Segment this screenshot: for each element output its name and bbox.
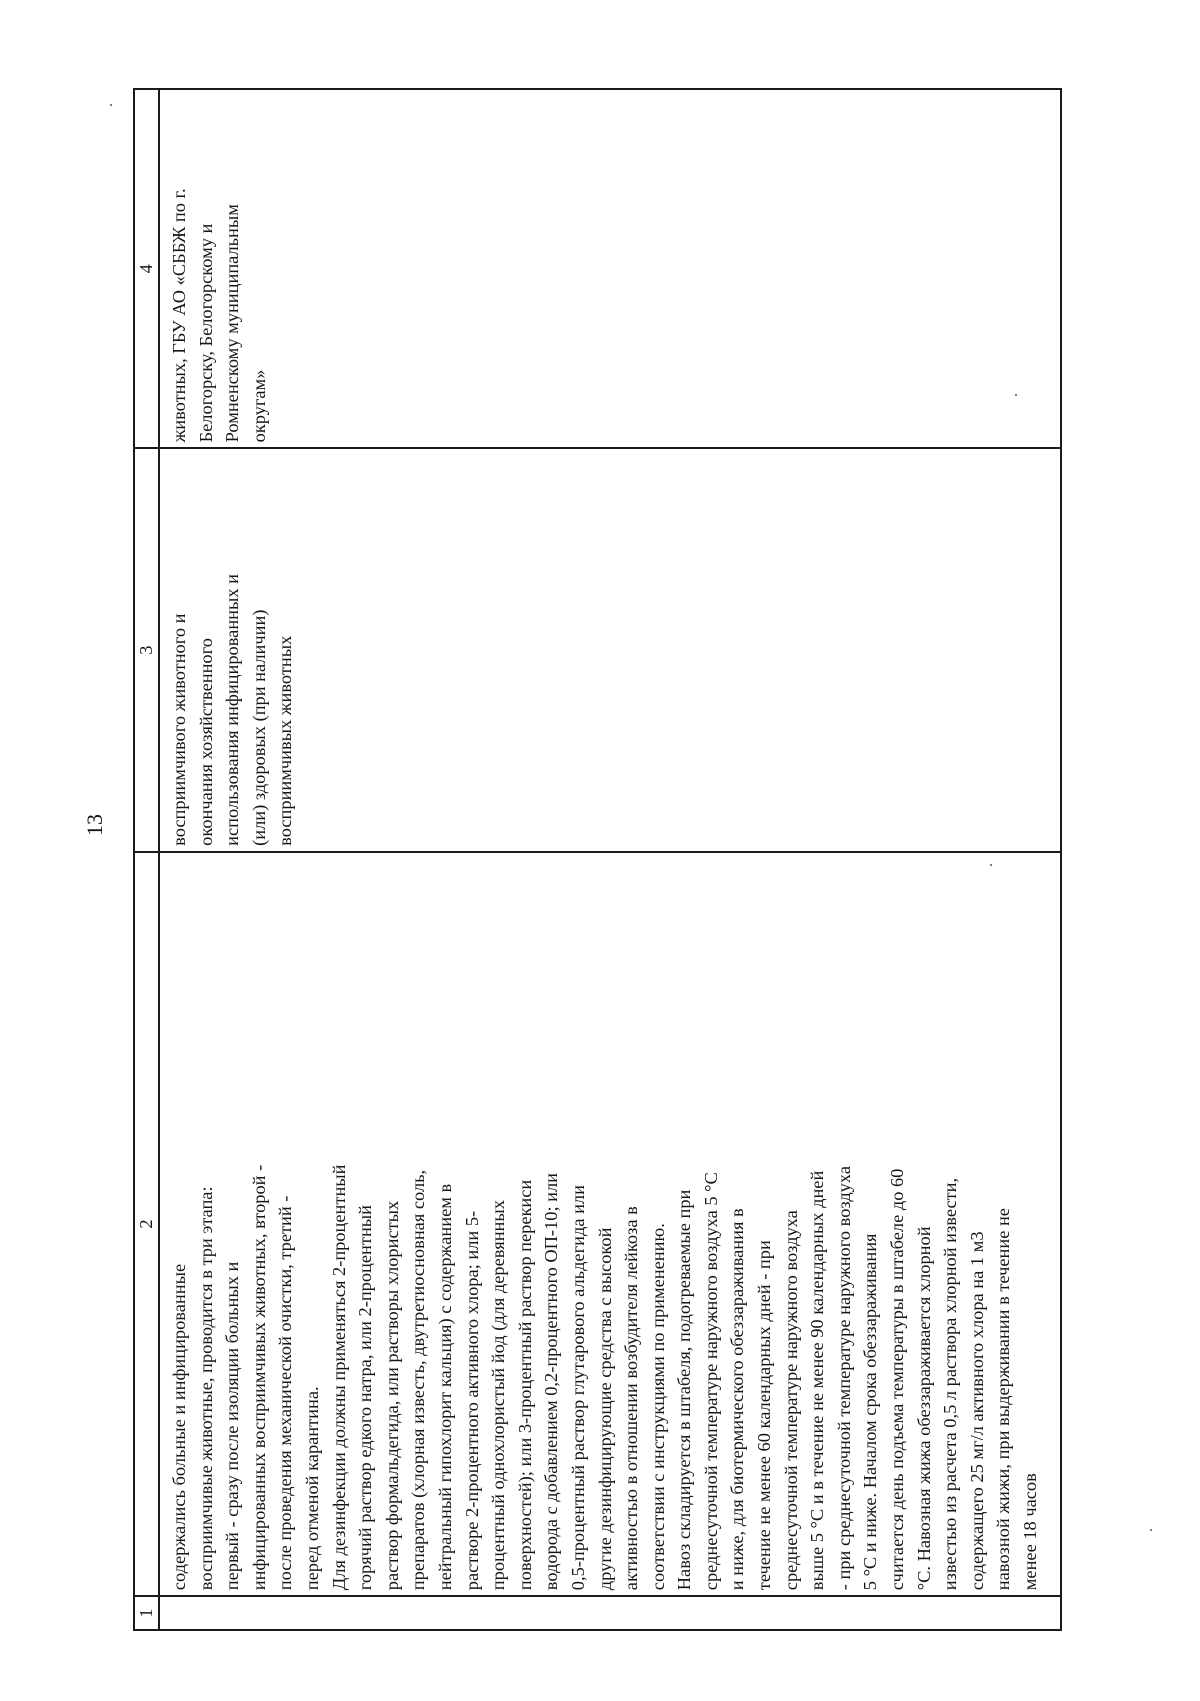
text-line: °С. Навозная жижа обеззараживается хлорной [913,1226,934,1591]
text-line: (или) здоровых (при наличии) [248,609,269,846]
scan-speck [1015,394,1017,396]
text-line: использования инфицированных и [222,573,243,846]
text-line: растворе 2-процентного активного хлора; или 5- [461,1210,482,1591]
table-header-row [134,89,159,1630]
column-header-2: 2 [134,852,159,1596]
text-line: 5 °С и ниже. Началом срока обеззараживания [860,1233,881,1591]
text-line: поверхностей); или 3-процентный раствор перекиси [514,1179,535,1591]
page-number: 13 [82,814,107,836]
text-line: и ниже, для биотермического обеззараживания в [727,1208,748,1591]
text-line: окончания хозяйственного [195,638,216,846]
text-line: округам» [248,369,269,443]
text-line: перед отменой карантина. [301,1386,322,1591]
text-line: соответствии с инструкциями по применению. [647,1223,668,1591]
column-header-1: 1 [134,1596,159,1630]
text-line: Белогорску, Белогорскому и [195,223,216,443]
text-line: Ромненскому муниципальным [222,204,243,443]
text-line: восприимчивые животные, проводится в три этапа: [195,1186,216,1591]
text-line: другие дезинфицирующие средства с высокой [594,1227,615,1591]
text-line: животных, ГБУ АО «СББЖ по г. [169,188,189,443]
text-line: водорода с добавлением 0,2-процентного ОП-10; или [541,1172,562,1591]
text-line: - при среднесуточной температуре наружного воздуха [833,1166,854,1591]
text-line: среднесуточной температуре наружного воздуха 5 °С [700,1172,721,1591]
cell-col-4 [159,89,1061,448]
text-line: содержались больные и инфицированные [169,1263,189,1591]
column-header-3: 3 [134,448,159,851]
text-line: содержащего 25 мг/л активного хлора на 1 м3 [966,1231,987,1591]
text-line: раствор формальдегида, или растворы хлористых [381,1200,402,1591]
scan-speck [1150,1529,1152,1531]
cell-col-1 [159,1596,1061,1630]
text-line: процентный однохлористый йод (для деревянных [488,1200,509,1591]
text-line: горячий раствор едкого натра, или 2-процентный [355,1205,376,1591]
text-line: активностью в отношении возбудителя лейкоза в [621,1206,642,1591]
text-line: менее 18 часов [1020,1473,1040,1591]
text-line: инфицированных восприимчивых животных, второй - [248,1164,269,1591]
measures-table [133,88,1062,1631]
column-header-4: 4 [134,89,159,448]
cell-col-3 [159,448,1061,851]
text-line: восприимчивых животных [275,635,296,846]
text-line: известью из расчета 0,5 л раствора хлорной извести, [940,1177,961,1591]
text-line: считается день подъема температуры в штабеле до 60 [887,1168,908,1591]
scan-speck [990,864,992,866]
text-line: навозной жижи, при выдерживании в течение не [993,1208,1014,1591]
table-row [159,89,1061,1630]
text-line: 0,5-процентный раствор глутарового альдегида или [567,1185,588,1591]
scan-speck [110,104,112,106]
text-line: Для дезинфекции должны применяться 2-процентный [328,1164,349,1591]
text-line: нейтральный гипохлорит кальция) с содержанием в [434,1183,455,1591]
text-line: препаратов (хлорная известь, двутретиосновная соль, [408,1169,429,1591]
text-line: после проведения механической очистки, третий - [275,1195,296,1591]
text-line: восприимчивого животного и [169,613,189,846]
text-line: первый - сразу после изоляции больных и [222,1261,243,1591]
text-line: Навоз складируется в штабеля, подогреваемые при [674,1189,695,1591]
text-line: течение не менее 60 календарных дней - при [754,1240,775,1591]
text-line: выше 5 °С и в течение не менее 90 календарных дней [807,1170,828,1591]
text-line: среднесуточной температуре наружного воздуха [780,1210,801,1591]
cell-col-2 [159,852,1061,1596]
